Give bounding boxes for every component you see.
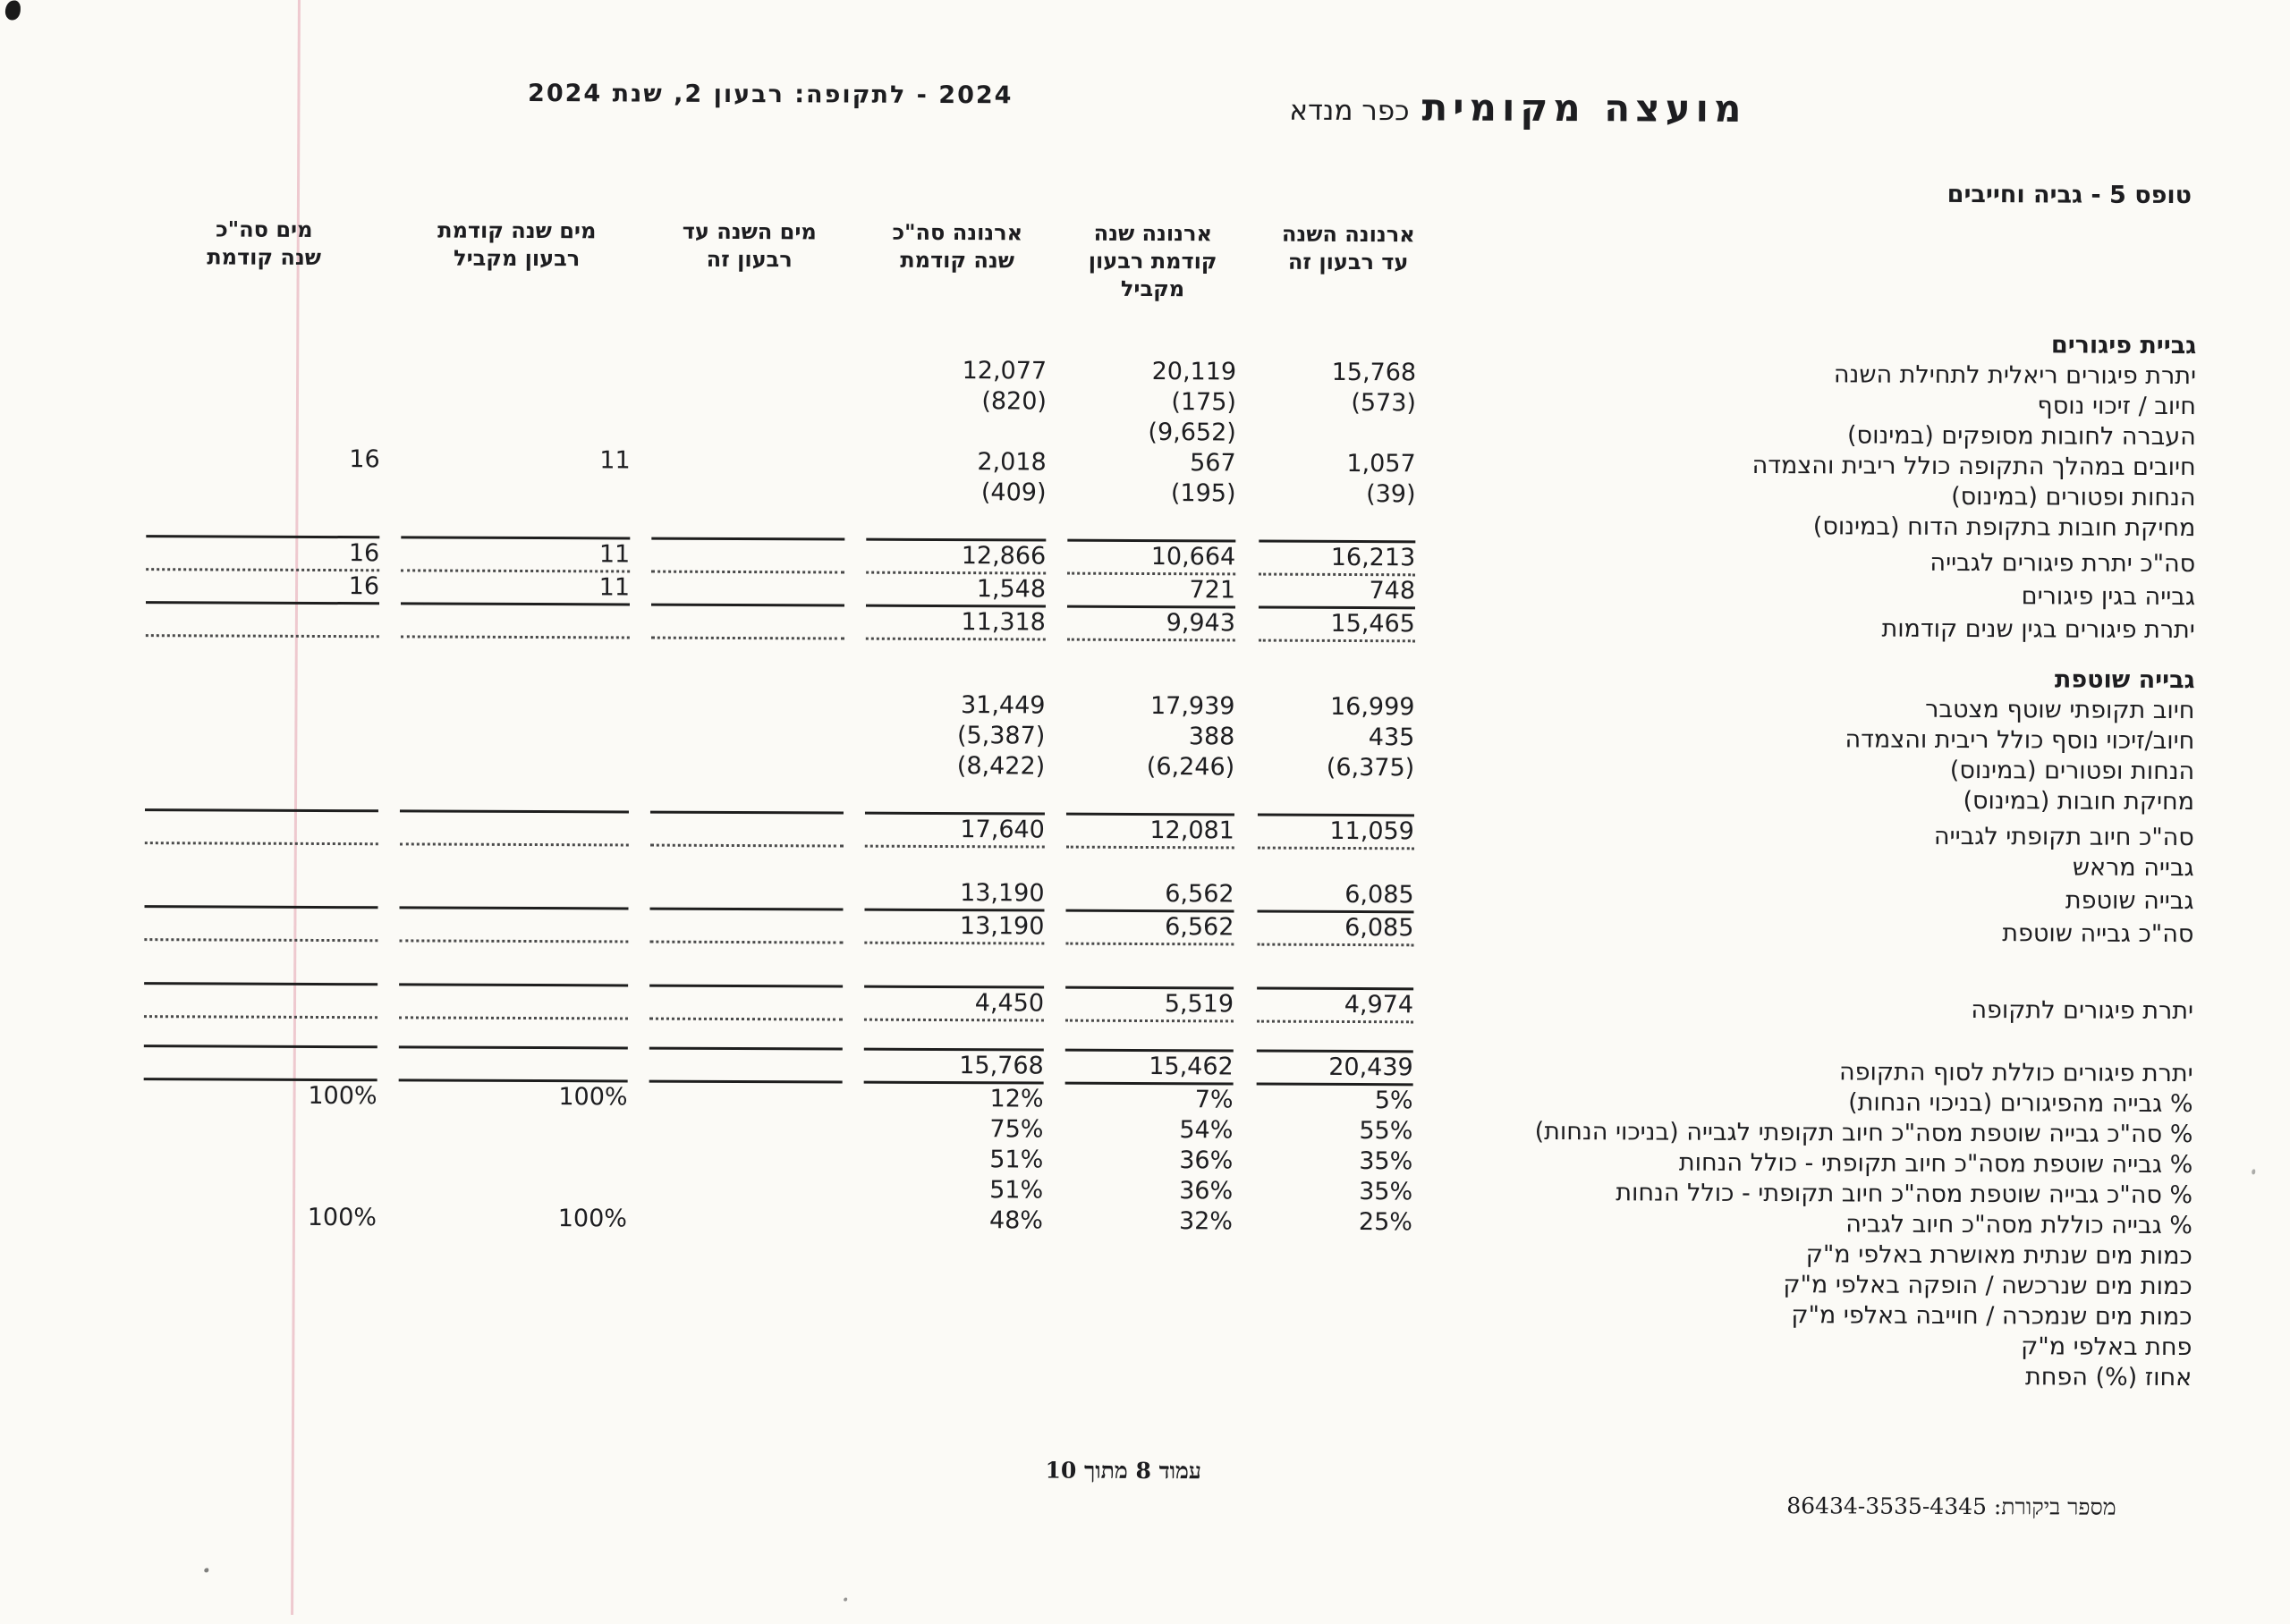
- cell-value: [401, 809, 630, 846]
- cell-value: [652, 537, 845, 574]
- audit-number-line: [1787, 1493, 2116, 1521]
- cell-value: [1065, 1237, 1234, 1268]
- cell-value: [402, 475, 631, 506]
- cell-value: [651, 781, 844, 812]
- cell-value: 15,462: [1066, 1049, 1234, 1086]
- scan-speck: [6, 0, 21, 20]
- cell-value: [401, 718, 630, 749]
- cell-value: 11: [402, 571, 631, 605]
- row-label: סה"כ חיוב תקופתי לגבייה: [1934, 822, 2195, 852]
- cell-value: [1067, 782, 1235, 814]
- cell-value: [146, 717, 379, 749]
- col-header-arnona-prev-year-total: ארנונה סה"כ שנה קודמת: [893, 219, 1024, 274]
- cell-value: [402, 605, 631, 639]
- cell-value: [1256, 1329, 1412, 1360]
- cell-value: [863, 1358, 1043, 1389]
- row-label: חיוב תקופתי שוטף מצטבר: [1926, 695, 2196, 725]
- cell-value: [399, 1172, 628, 1204]
- cell-value: 11: [402, 536, 631, 572]
- cell-value: [147, 604, 380, 638]
- page-title: [1290, 85, 1747, 131]
- cell-value: 6,085: [1258, 913, 1414, 947]
- cell-value: (8,422): [957, 752, 1047, 781]
- col-header-arnona-prev-year-quarter: ארנונה שנה קודמת רבעון מקביל: [1089, 220, 1218, 302]
- cell-value: 17,640: [866, 812, 1046, 849]
- row-label: גבייה בגין פיגורים: [2022, 582, 2197, 612]
- cell-value: [399, 1142, 628, 1173]
- cell-value: [145, 1045, 378, 1081]
- cell-value: [1259, 850, 1415, 881]
- cell-value: 5,519: [1066, 986, 1234, 1023]
- cell-value: [146, 687, 379, 718]
- cell-value: [403, 384, 632, 415]
- cell-value: 748: [1260, 576, 1416, 610]
- cell-value: 12,081: [1067, 813, 1235, 850]
- table-header-row: [137, 216, 2197, 324]
- section-header-row: [136, 637, 2196, 696]
- cell-value: [400, 1045, 629, 1082]
- cell-value: 51%: [990, 1176, 1045, 1205]
- cell-value: [651, 750, 844, 782]
- cell-value: 12%: [990, 1085, 1045, 1113]
- section-title: גביית פיגורים: [2051, 331, 2198, 360]
- period-label: 2024 - לתקופה: רבעון 2, שנת 2024: [529, 79, 1014, 110]
- row-label: כמות מים שנתית מאושרת באלפי מ"ק: [1806, 1240, 2193, 1271]
- row-label: העברה לחובות מסופקים (במינוס): [1847, 421, 2197, 452]
- cell-value: 54%: [1180, 1116, 1234, 1145]
- row-label: יתרת פיגורים כוללת לסוף התקופה: [1840, 1058, 2194, 1088]
- cell-value: [649, 1174, 843, 1205]
- cell-value: [148, 352, 381, 384]
- cell-value: 48%: [989, 1206, 1045, 1235]
- cell-value: [1260, 510, 1416, 541]
- cell-value: [400, 983, 629, 1019]
- cell-value: [863, 1297, 1043, 1328]
- cell-value: [402, 657, 631, 689]
- cell-value: [651, 847, 844, 878]
- cell-value: [144, 1263, 377, 1294]
- row-label: גבייה מראש: [2073, 853, 2195, 883]
- cell-value: (5,387): [957, 722, 1047, 750]
- cell-value: 6,562: [1066, 912, 1234, 946]
- cell-value: 4,450: [865, 985, 1045, 1022]
- cell-value: [649, 1265, 843, 1297]
- cell-value: 11,059: [1259, 814, 1415, 850]
- cell-value: [651, 811, 844, 848]
- cell-value: [144, 1232, 377, 1264]
- cell-value: [144, 1111, 377, 1142]
- cell-value: [1260, 327, 1417, 359]
- audit-label: מספר ביקורת:: [1994, 1493, 2117, 1520]
- cell-value: [400, 909, 629, 943]
- cell-value: [1064, 1298, 1233, 1329]
- cell-value: [148, 413, 381, 444]
- cell-value: 388: [1189, 723, 1236, 751]
- cell-value: 100%: [559, 1083, 629, 1112]
- cell-value: [148, 322, 381, 353]
- cell-value: [1068, 509, 1236, 540]
- cell-value: 100%: [308, 1203, 378, 1232]
- cell-value: [401, 845, 630, 876]
- cell-value: [863, 1327, 1043, 1358]
- cell-value: [649, 1357, 842, 1388]
- cell-value: 5%: [1375, 1087, 1414, 1115]
- cell-value: 6,562: [1066, 879, 1234, 913]
- cell-value: [651, 877, 844, 911]
- cell-value: (195): [1171, 479, 1237, 508]
- cell-value: [864, 1266, 1044, 1298]
- cell-value: [403, 353, 632, 385]
- cell-value: [399, 1112, 628, 1143]
- cell-value: [653, 416, 846, 447]
- row-label: יתרת פיגורים לתקופה: [1972, 996, 2195, 1026]
- cell-value: [1064, 1328, 1233, 1359]
- cell-value: 17,939: [1150, 692, 1236, 721]
- cell-value: 2,018: [978, 448, 1047, 477]
- cell-value: 6,085: [1258, 880, 1414, 914]
- cell-value: [403, 323, 632, 354]
- cell-value: 51%: [990, 1146, 1045, 1174]
- cell-value: (409): [981, 478, 1047, 507]
- cell-value: [649, 1326, 842, 1358]
- cell-value: [867, 660, 1047, 691]
- row-label: גבייה שוטפת: [2065, 886, 2195, 916]
- audit-number: 86434-3535-4345: [1787, 1493, 1989, 1520]
- cell-value: [653, 385, 846, 417]
- cell-value: 16,999: [1330, 692, 1416, 722]
- cell-value: 11: [600, 446, 632, 475]
- cell-value: [652, 606, 845, 640]
- cell-value: 15,768: [865, 1048, 1045, 1085]
- cell-value: [399, 1233, 628, 1265]
- row-label: חיוב/זיכוי נוסף כולל ריבית והצמדה: [1845, 725, 2196, 756]
- cell-value: [398, 1355, 627, 1386]
- cell-value: [1065, 1267, 1234, 1298]
- row-label: % גבייה כוללת מסה"כ חיוב לגביה: [1846, 1210, 2194, 1240]
- cell-value: [652, 477, 845, 508]
- row-label: % סה"כ גבייה שוטפת מסה"כ חיוב תקופתי לגבייה (בניכוי הנחות): [1535, 1117, 2194, 1149]
- cell-value: [652, 507, 845, 538]
- cell-value: [1064, 1358, 1233, 1390]
- cell-value: (573): [1352, 389, 1418, 418]
- cell-value: [650, 1047, 844, 1084]
- row-label: יתרת פיגורים בגין שנים קודמות: [1882, 614, 2196, 645]
- cell-value: (175): [1172, 388, 1238, 417]
- cell-value: [868, 417, 1047, 448]
- cell-value: [399, 1264, 628, 1295]
- cell-value: 31,449: [961, 691, 1047, 720]
- header-label-spacer: [1449, 221, 2197, 324]
- cell-value: [145, 908, 378, 942]
- cell-value: (6,375): [1327, 753, 1416, 782]
- cell-value: [1067, 849, 1235, 880]
- cell-value: [1069, 326, 1237, 358]
- cell-value: 16: [350, 445, 381, 474]
- cell-value: [146, 778, 379, 809]
- cell-value: 20,439: [1258, 1050, 1414, 1087]
- cell-value: [144, 1141, 377, 1172]
- row-label: % סה"כ גבייה שוטפת מסה"כ חיוב תקופתי - כולל הנחות: [1616, 1179, 2194, 1210]
- cell-value: [146, 875, 379, 909]
- cell-value: 721: [1068, 575, 1236, 609]
- cell-value: 36%: [1180, 1146, 1234, 1175]
- cell-value: [143, 1324, 377, 1355]
- cell-value: [649, 1205, 843, 1236]
- cell-value: (6,246): [1147, 753, 1236, 782]
- cell-value: [401, 688, 630, 719]
- cell-value: [147, 474, 380, 505]
- col-header-water-prev-year-quarter: מים שנה קודמת רבעון מקביל: [438, 217, 598, 272]
- row-label: פחת באלפי מ"ק: [2022, 1332, 2193, 1362]
- cell-value: 435: [1369, 723, 1416, 752]
- col-header-arnona-this-year: ארנונה השנה עד רבעון זה: [1282, 221, 1416, 275]
- row-label: סה"כ יתרת פיגורים לגבייה: [1930, 548, 2197, 579]
- cell-value: [651, 720, 844, 751]
- cell-value: [649, 1296, 842, 1327]
- cell-value: 15,768: [1332, 358, 1418, 387]
- cell-value: [866, 782, 1046, 813]
- cell-value: [652, 659, 845, 690]
- cell-value: [147, 504, 380, 536]
- cell-value: 16,213: [1260, 540, 1416, 577]
- cell-value: [653, 355, 846, 386]
- cell-value: (39): [1367, 480, 1417, 509]
- cell-value: [1256, 1298, 1412, 1330]
- cell-value: [1260, 419, 1417, 450]
- row-label: אחוז (%) הפחת: [2026, 1363, 2193, 1392]
- cell-value: [148, 383, 381, 414]
- scan-speck: [205, 1568, 209, 1572]
- cell-value: [649, 1235, 843, 1266]
- cell-value: [866, 848, 1046, 879]
- cell-value: (9,652): [1149, 419, 1237, 447]
- cell-value: (820): [982, 387, 1048, 416]
- cell-value: 35%: [1360, 1147, 1414, 1176]
- row-label: חיובים במהלך התקופה כולל ריבית והצמדה: [1752, 451, 2197, 482]
- cell-value: [650, 985, 844, 1021]
- cell-value: [403, 414, 632, 445]
- cell-value: [868, 326, 1047, 357]
- cell-value: [146, 844, 379, 875]
- scan-speck: [2252, 1169, 2256, 1174]
- row-label: יתרת פיגורים ריאלית לתחילת השנה: [1834, 360, 2198, 391]
- page-indicator: עמוד 8 מתוך 10: [1046, 1457, 1203, 1484]
- cell-value: [653, 325, 846, 356]
- municipality-type: מועצה מקומית: [1422, 85, 1748, 131]
- row-label: הנחות ופטורים (במינוס): [1950, 756, 2196, 786]
- col-header-water-this-year: מים השנה עד רבעון זה: [683, 218, 818, 273]
- cell-value: 35%: [1360, 1178, 1414, 1206]
- cell-value: [146, 748, 379, 779]
- section-title: גבייה שוטפת: [2055, 665, 2196, 695]
- row-label: כמות מים שנרכשה / הופקה באלפי מ"ק: [1784, 1271, 2193, 1301]
- cell-value: 567: [1191, 449, 1237, 478]
- cell-value: [402, 505, 631, 537]
- cell-value: [398, 1324, 627, 1356]
- cell-value: 12,866: [867, 538, 1047, 575]
- cell-value: 75%: [990, 1115, 1045, 1144]
- cell-value: [1068, 661, 1236, 692]
- row-label: הנחות ופטורים (במינוס): [1952, 482, 2197, 512]
- cell-value: [1260, 662, 1416, 693]
- cell-value: [652, 573, 845, 607]
- cell-value: 100%: [558, 1205, 629, 1233]
- cell-value: 16: [147, 535, 380, 571]
- cell-value: 25%: [1359, 1208, 1414, 1237]
- cell-value: 11,318: [867, 607, 1047, 641]
- row-label: כמות מים שנמכרה / חוייבה באלפי מ"ק: [1792, 1301, 2193, 1332]
- row-label: % גבייה מהפיגורים (בניכוי הנחות): [1849, 1088, 2194, 1119]
- cell-value: 13,190: [866, 878, 1046, 912]
- cell-value: 4,974: [1258, 987, 1414, 1024]
- cell-value: [146, 808, 379, 845]
- cell-value: 15,465: [1260, 609, 1416, 643]
- form-subtitle: טופס 5 - גביה וחייבים: [1947, 180, 2193, 210]
- collection-table: [132, 216, 2198, 1393]
- cell-value: [401, 875, 630, 909]
- cell-value: [649, 1144, 843, 1175]
- cell-value: 10,664: [1068, 539, 1236, 576]
- cell-value: [143, 1293, 377, 1324]
- cell-value: [1257, 1268, 1413, 1299]
- cell-value: [143, 1354, 377, 1385]
- cell-value: [649, 1113, 843, 1145]
- cell-value: 12,077: [963, 357, 1048, 385]
- cell-value: 7%: [1195, 1086, 1234, 1114]
- cell-value: 16: [147, 571, 380, 605]
- municipality-name: כפר מנדא: [1290, 94, 1411, 128]
- cell-value: [1257, 1238, 1413, 1269]
- row-label: % גבייה שוטפת מסה"כ חיוב תקופתי - כולל הנחות: [1679, 1148, 2194, 1180]
- row-label: סה"כ גבייה שוטפת: [2003, 919, 2195, 949]
- cell-value: 1,057: [1347, 449, 1417, 478]
- cell-value: [147, 656, 380, 688]
- cell-value: [650, 1083, 844, 1114]
- cell-value: [1259, 783, 1415, 815]
- cell-value: 36%: [1180, 1177, 1234, 1205]
- cell-value: 20,119: [1152, 358, 1238, 386]
- cell-value: [650, 910, 844, 944]
- cell-value: [864, 1236, 1044, 1267]
- cell-value: 55%: [1360, 1117, 1414, 1146]
- cell-value: 32%: [1179, 1207, 1234, 1236]
- cell-value: [867, 508, 1047, 539]
- cell-value: [1256, 1359, 1412, 1391]
- col-header-water-prev-year-total: מים סה"כ שנה קודמת: [208, 216, 323, 270]
- cell-value: [653, 446, 846, 478]
- cell-value: 100%: [309, 1081, 378, 1111]
- scan-speck: [844, 1598, 848, 1602]
- row-label: מחיקת חובות בתקופת הדוח (במינוס): [1813, 512, 2197, 543]
- cell-value: [401, 779, 630, 810]
- row-label: חיוב / זיכוי נוסף: [2038, 392, 2198, 421]
- cell-value: 13,190: [865, 911, 1045, 945]
- cell-value: [401, 749, 630, 780]
- row-label: מחיקת חובות (במינוס): [1963, 786, 2196, 816]
- cell-value: [144, 1171, 377, 1203]
- cell-value: 9,943: [1068, 608, 1236, 642]
- cell-value: 1,548: [867, 574, 1047, 608]
- cell-value: [145, 982, 378, 1019]
- cell-value: [651, 689, 844, 721]
- cell-value: [398, 1294, 627, 1325]
